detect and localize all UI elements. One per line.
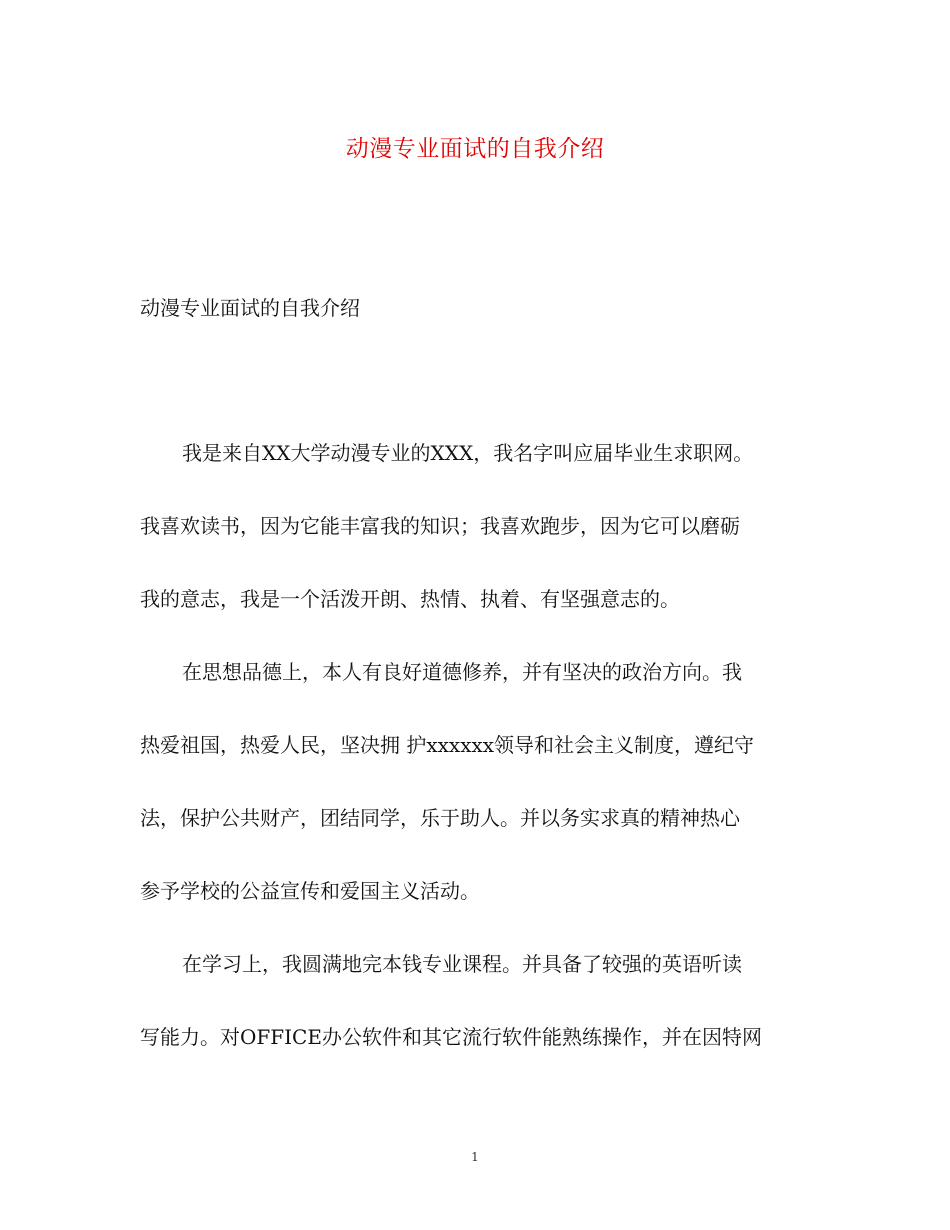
paragraph-line: 我的意志，我是一个活泼开朗、热情、执着、有坚强意志的。	[140, 587, 680, 611]
paragraph-line: 热爱祖国，热爱人民，坚决拥 护xxxxxx领导和社会主义制度，遵纪守	[140, 733, 755, 757]
paragraph-line: 参予学校的公益宣传和爱国主义活动。	[140, 879, 480, 903]
page-number: 1	[471, 1150, 479, 1164]
paragraph-line: 我是来自XX大学动漫专业的XXX，我名字叫应届毕业生求职网。	[182, 441, 754, 465]
paragraph-line: 在思想品德上，本人有良好道德修养，并有坚决的政治方向。我	[182, 660, 742, 684]
document-title: 动漫专业面试的自我介绍	[345, 136, 605, 162]
paragraph-line: 在学习上，我圆满地完本钱专业课程。并具备了较强的英语听读	[182, 952, 742, 976]
document-subtitle: 动漫专业面试的自我介绍	[140, 296, 360, 320]
paragraph-line: 我喜欢读书，因为它能丰富我的知识；我喜欢跑步，因为它可以磨砺	[140, 514, 740, 538]
paragraph-line: 写能力。对OFFICE办公软件和其它流行软件能熟练操作，并在因特网	[140, 1025, 762, 1049]
paragraph-line: 法，保护公共财产，团结同学，乐于助人。并以务实求真的精神热心	[140, 806, 740, 830]
